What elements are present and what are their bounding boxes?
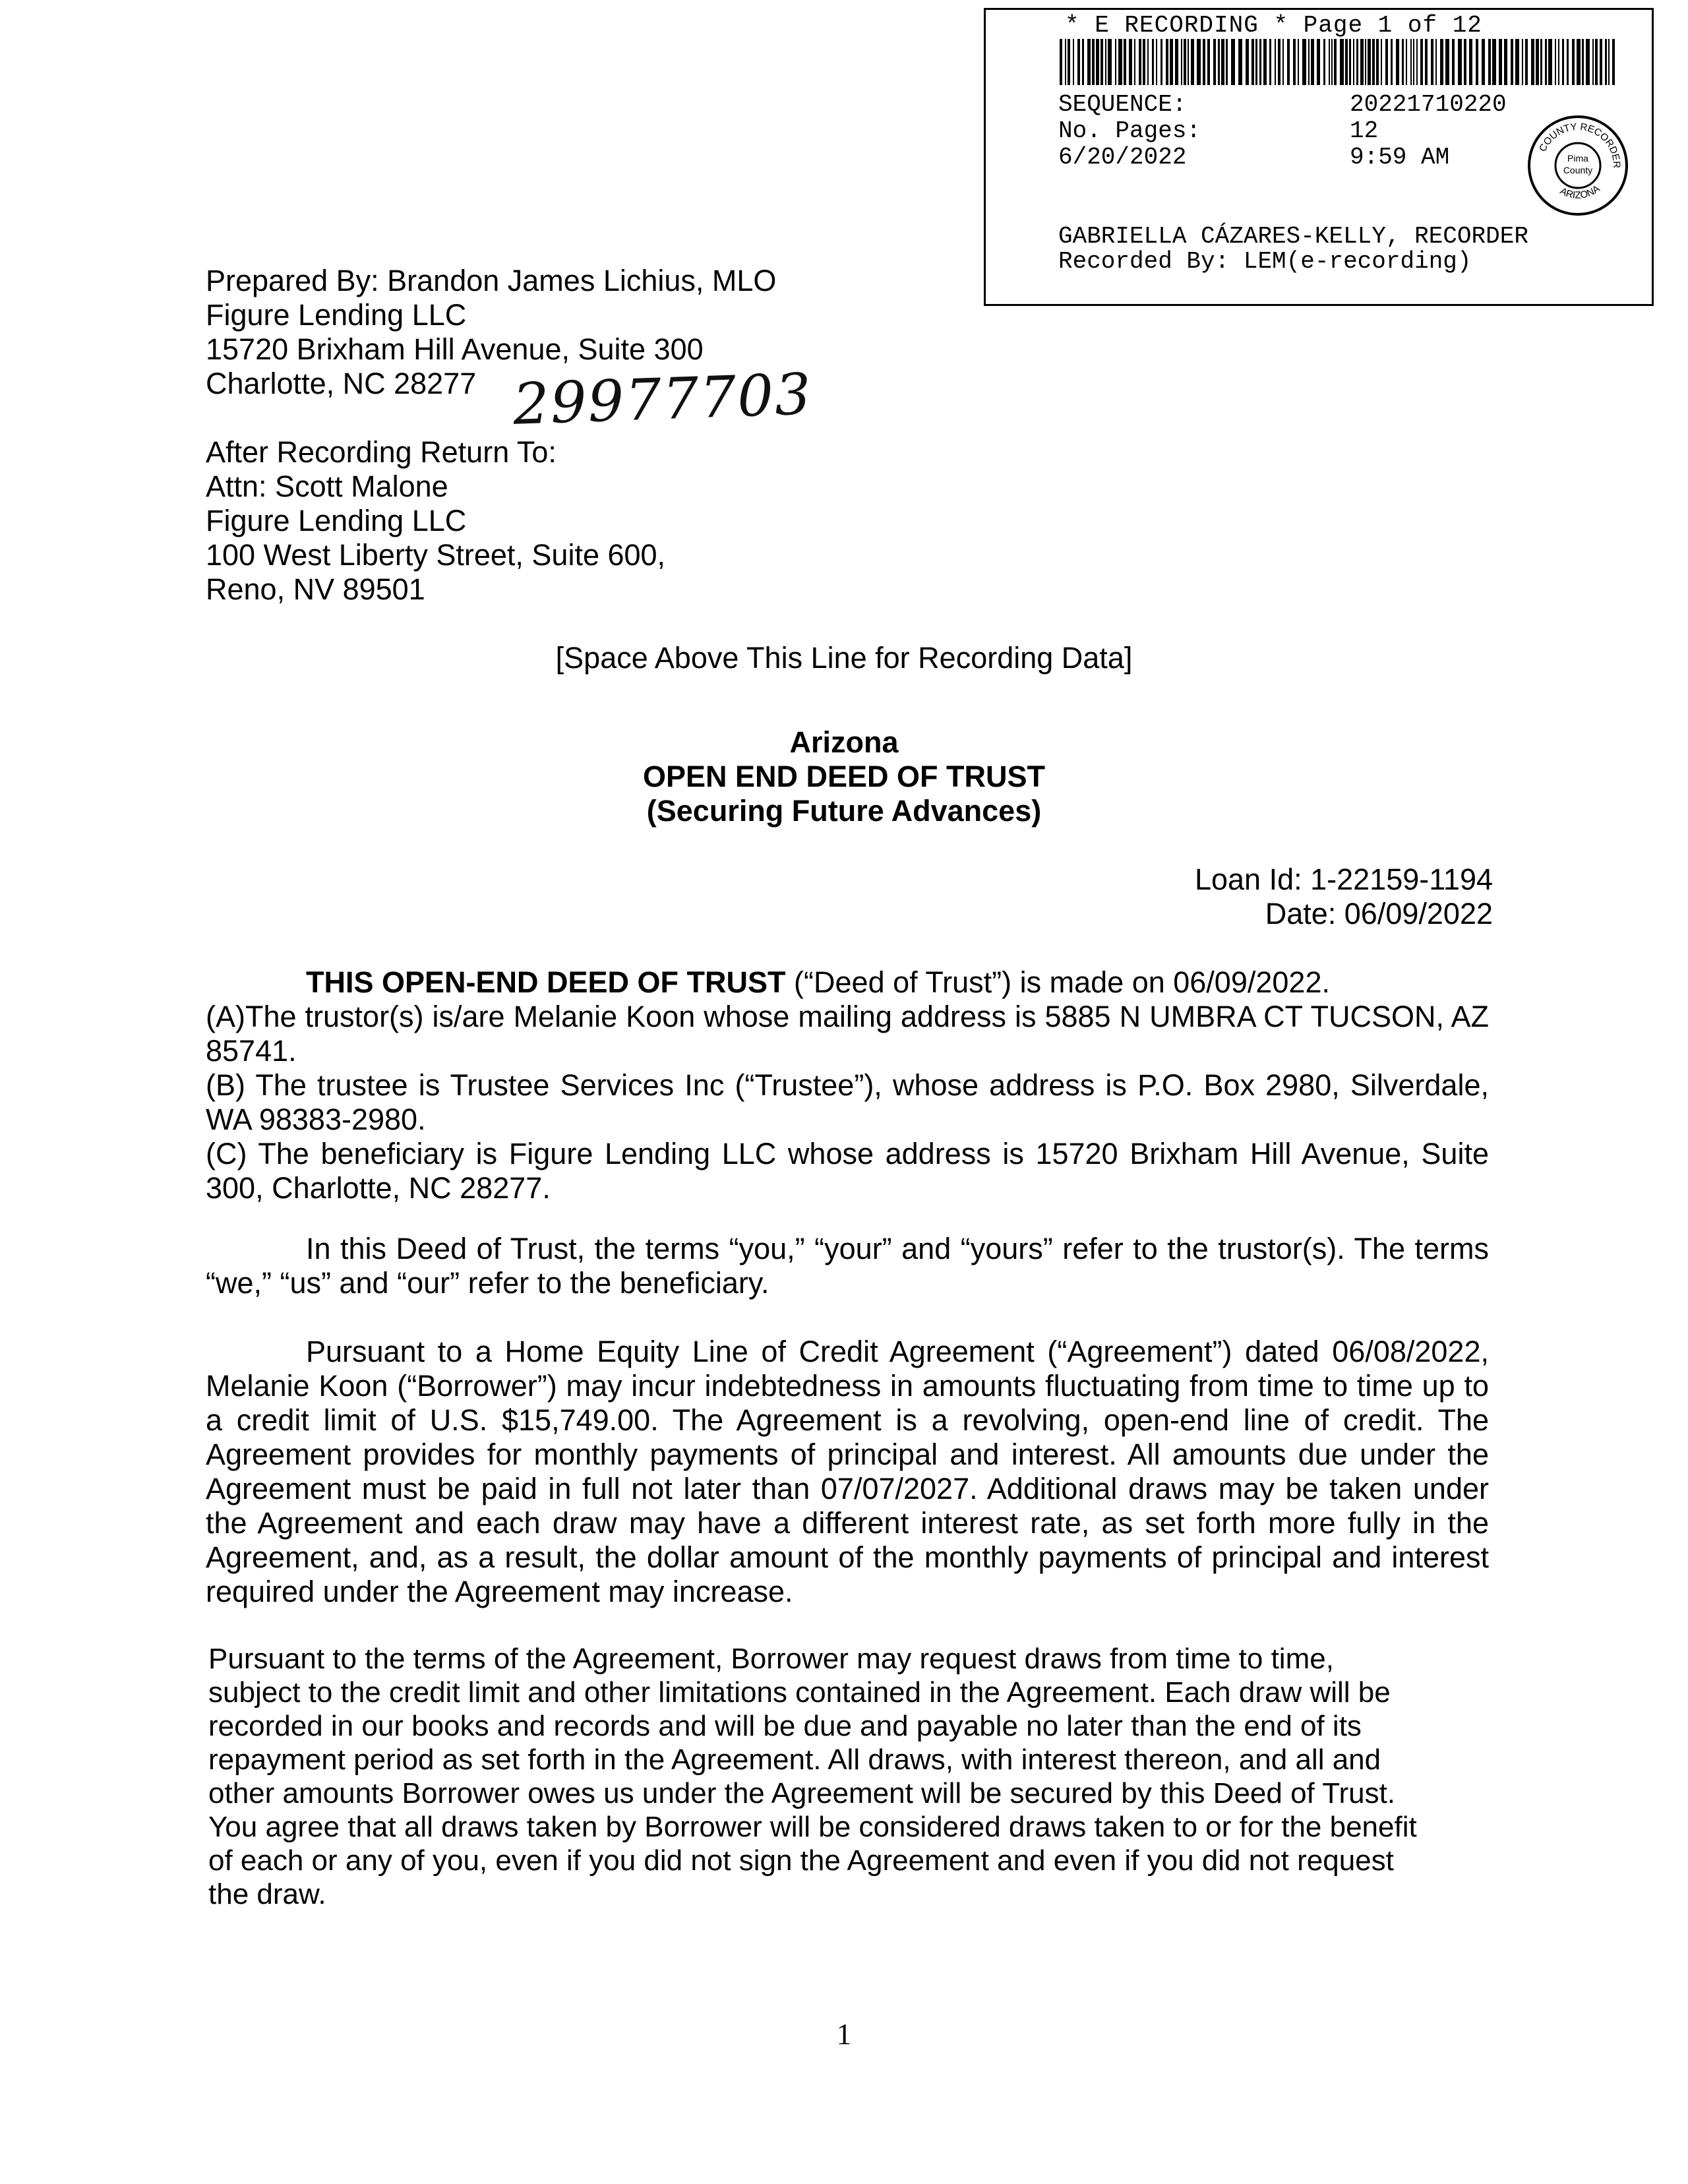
beneficiary-clause: (C) The beneficiary is Figure Lending LLC whose address is 15720 Brixham Hill Avenue, Suite 300, Charlotte, NC 28277. [206,1137,1489,1205]
prepared-by-line2: Figure Lending LLC [206,298,467,332]
recording-space-note: [Space Above This Line for Recording Data] [555,641,1133,675]
handwritten-number: 29977703 [512,361,814,438]
intro-section [206,965,1489,1205]
recorded-by: Recorded By: LEM(e-recording) [1058,248,1472,275]
pages-label: No. Pages: [1058,117,1201,144]
terms-text: In this Deed of Trust, the terms “you,” “your” and “yours” refer to the trustor(s). The terms “we,” “us” and “our” refer to the beneficiary. [206,1232,1489,1300]
prepared-by-line1: Prepared By: Brandon James Lichius, MLO [206,264,777,297]
title-state: Arizona [789,725,899,759]
loan-date: Date: 06/09/2022 [1265,897,1493,930]
title-sub: (Securing Future Advances) [646,794,1042,828]
recording-header: * E RECORDING * Page 1 of 12 [1065,12,1482,39]
recording-stamp [984,8,1654,306]
prepared-by-line4: Charlotte, NC 28277 [206,367,477,400]
draws-line: subject to the credit limit and other limitations contained in the Agreement. Each draw will be [208,1676,1391,1709]
terms-paragraph [206,1232,1489,1300]
trustee-clause: (B) The trustee is Trustee Services Inc (“Trustee”), whose address is P.O. Box 2980, Silverdale, WA 98383-2980. [206,1068,1489,1136]
recording-time: 9:59 AM [1350,144,1450,171]
draws-line: other amounts Borrower owes us under the Agreement will be secured by this Deed of Trust. [208,1777,1396,1809]
barcode [1060,39,1619,85]
svg-text:COUNTY RECORDER: COUNTY RECORDER [1536,121,1623,169]
intro-lead [206,965,1489,1000]
draws-line: You agree that all draws taken by Borrower will be considered draws taken to or for the benefit [208,1811,1417,1843]
draws-line: the draw. [208,1878,326,1910]
draws-line: recorded in our books and records and will be due and payable no later than the end of its [208,1710,1362,1742]
intro-lead-rest: (“Deed of Trust”) is made on 06/09/2022. [785,965,1330,999]
return-to-line5: Reno, NV 89501 [206,572,425,606]
page-number: 1 [836,2017,852,2051]
recorder-name: GABRIELLA CÁZARES-KELLY, RECORDER [1058,223,1528,250]
title-main: OPEN END DEED OF TRUST [642,760,1046,793]
svg-text:County: County [1563,165,1593,175]
draws-line: Pursuant to the terms of the Agreement, Borrower may request draws from time to time, [208,1643,1334,1675]
draws-line: repayment period as set forth in the Agreement. All draws, with interest thereon, and all and [208,1744,1381,1776]
draws-line: of each or any of you, even if you did not sign the Agreement and even if you did not request [208,1844,1394,1877]
sequence-value: 20221710220 [1350,91,1507,118]
recording-date: 6/20/2022 [1058,144,1187,171]
prepared-by-line3: 15720 Brixham Hill Avenue, Suite 300 [206,332,704,366]
agreement-paragraph [206,1335,1489,1609]
draws-paragraph [208,1642,1474,1911]
return-to-line3: Figure Lending LLC [206,504,467,537]
loan-id: Loan Id: 1-22159-1194 [1194,863,1493,896]
county-recorder-seal-icon [1525,113,1631,218]
agreement-text: Pursuant to a Home Equity Line of Credit Agreement (“Agreement”) dated 06/08/2022, Melanie Koon (“Borrower”) may incur indebtedness in amounts fluctuating from time to time up to a credit limit of U.S. $15,749.00. The Agreement is a revolving, open-end line of credit. The Agreement provides for monthly payments of principal and interest. All amounts due under the Agreement must be paid in full not later than 07/07/2027. Additional draws may be taken under the Agreement and each draw may have a different interest rate, as set forth more fully in the Agreement, and, as a result, the dollar amount of the monthly payments of principal and interest required under the Agreement may increase. [206,1335,1489,1608]
pages-value: 12 [1350,117,1379,144]
svg-text:Pima: Pima [1567,153,1588,164]
intro-lead-bold: THIS OPEN-END DEED OF TRUST [306,965,786,999]
svg-text:ARIZONA: ARIZONA [1558,183,1602,201]
return-to-line4: 100 West Liberty Street, Suite 600, [206,538,666,572]
sequence-label: SEQUENCE: [1058,91,1187,118]
trustor-clause: (A)The trustor(s) is/are Melanie Koon whose mailing address is 5885 N UMBRA CT TUCSON, AZ 85741. [206,1000,1489,1068]
return-to-line1: After Recording Return To: [206,435,557,469]
return-to-line2: Attn: Scott Malone [206,470,448,503]
